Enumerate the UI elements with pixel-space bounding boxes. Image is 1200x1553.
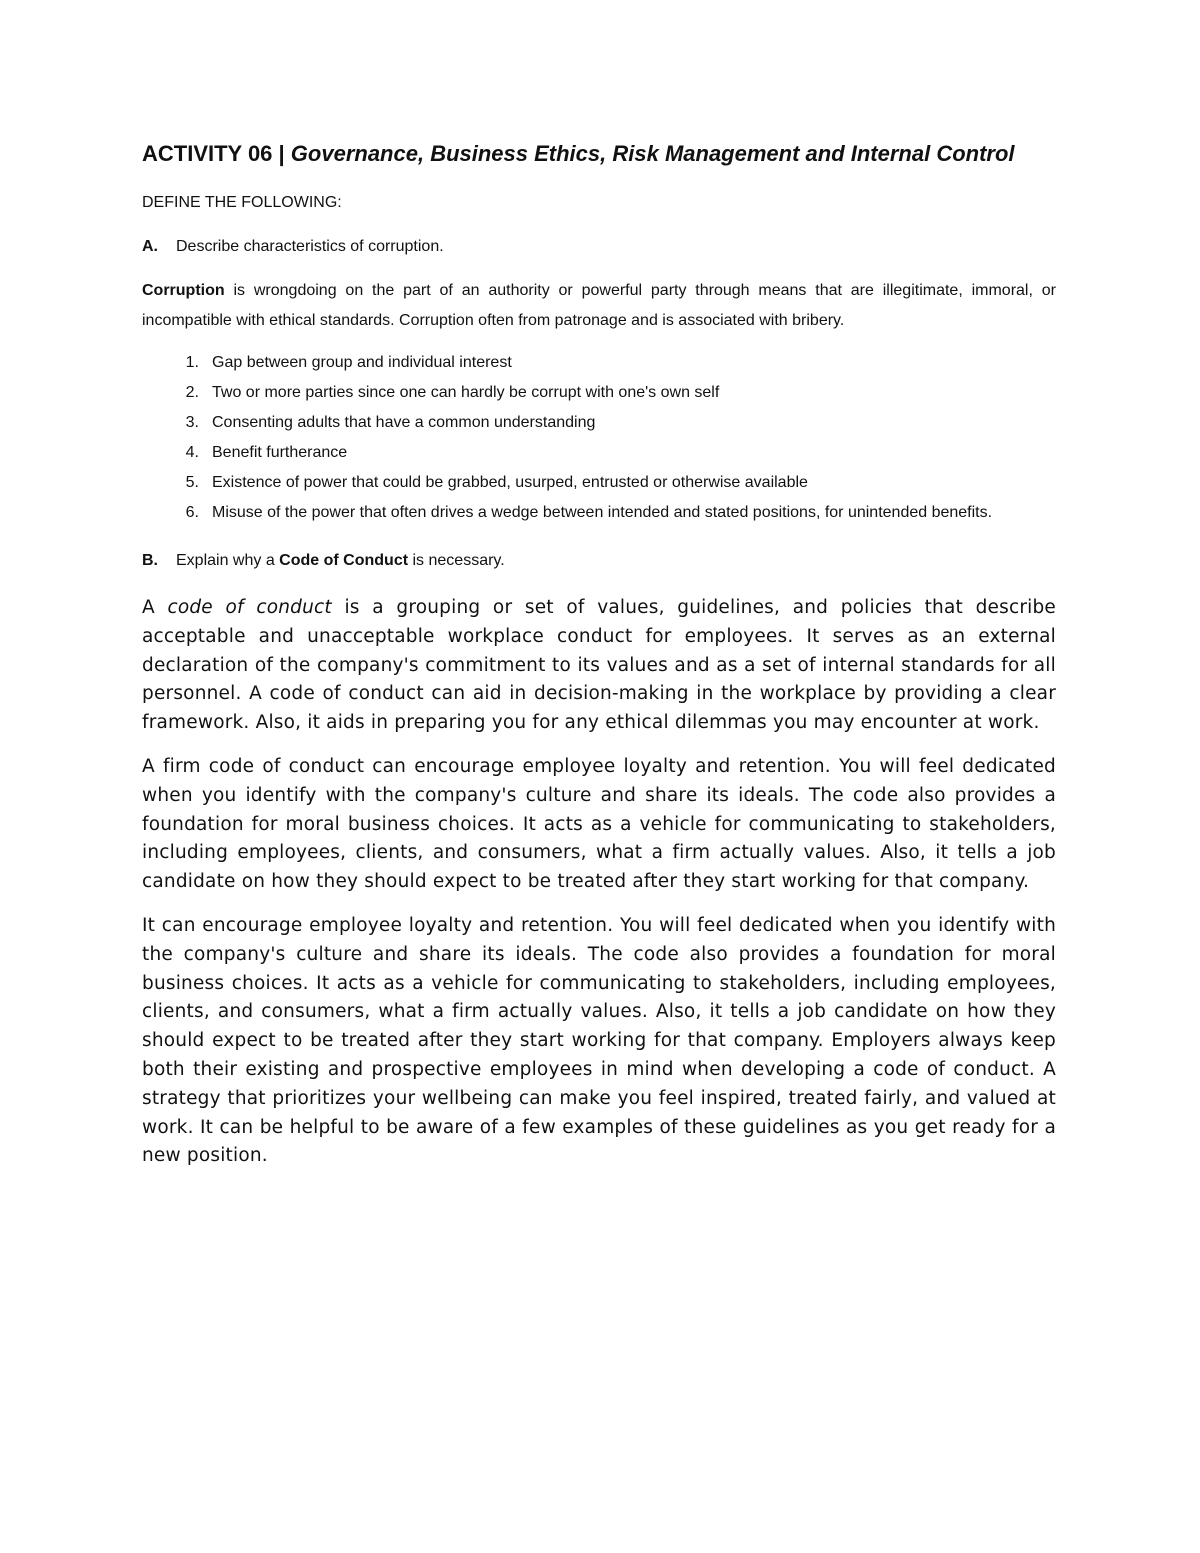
section-b-heading <box>142 546 1056 576</box>
section-b-letter: B. <box>142 552 158 569</box>
code-of-conduct-paragraph-1 <box>142 594 1056 738</box>
define-heading: DEFINE THE FOLLOWING: <box>142 194 342 211</box>
list-item-text: Consenting adults that have a common understanding <box>212 414 596 431</box>
list-item-text: Benefit furtherance <box>212 444 348 461</box>
list-item-number: 6. <box>185 504 199 521</box>
list-item <box>142 348 1056 378</box>
list-item-number: 4. <box>185 444 199 461</box>
list-item-text: Existence of power that could be grabbed, usurped, entrusted or otherwise available <box>212 474 808 491</box>
section-b-label-bold: Code of Conduct <box>279 552 409 569</box>
para1-start: A <box>142 597 168 618</box>
para1-rest: is a grouping or set of values, guidelines, and policies that describe acceptable and unacceptable workplace conduct for employees. It serves as an external declaration of the company's commitment to its values and as a set of internal standards for all personnel. A code of conduct can aid in decision-making in the workplace by providing a clear framework. Also, it aids in preparing you for any ethical dilemmas you may encounter at work. <box>142 597 1056 734</box>
section-b-label <box>176 546 505 576</box>
definition-term: Corruption <box>142 282 225 299</box>
document-page <box>142 128 1056 1186</box>
code-of-conduct-paragraph-2: A firm code of conduct can encourage employee loyalty and retention. You will feel dedicated when you identify with the company's culture and share its ideals. The code also provides a foundation for moral business choices. It acts as a vehicle for communicating to stakeholders, including employees, clients, and consumers, what a firm actually values. Also, it tells a job candidate on how they should expect to be treated after they start working for that company. <box>142 755 1056 893</box>
document-title <box>142 128 1056 180</box>
list-item <box>142 378 1056 408</box>
definition-text: is wrongdoing on the part of an authority or powerful party through means that are illegitimate, immoral, or incompatible with ethical standards. Corruption often from patronage and is associated with bribery. <box>142 282 1056 329</box>
list-item-text: Misuse of the power that often drives a wedge between intended and stated positions, for unintended benefits. <box>212 504 993 521</box>
title-prefix: ACTIVITY 06 | <box>142 141 291 166</box>
list-item-number: 5. <box>185 474 199 491</box>
list-item <box>142 408 1056 438</box>
section-a-letter: A. <box>142 238 158 255</box>
section-b-label-pre: Explain why a <box>176 552 280 569</box>
title-subtitle: Governance, Business Ethics, Risk Management and Internal Control <box>290 141 1015 166</box>
list-item-text: Gap between group and individual interest <box>212 354 512 371</box>
list-item <box>142 438 1056 468</box>
list-item <box>142 468 1056 498</box>
list-item-number: 2. <box>185 384 199 401</box>
list-item-text: Two or more parties since one can hardly be corrupt with one's own self <box>212 384 720 401</box>
list-item-number: 1. <box>185 354 199 371</box>
characteristics-list <box>142 348 1056 528</box>
section-b-label-post: is necessary. <box>408 552 505 569</box>
section-a-label: Describe characteristics of corruption. <box>176 238 444 255</box>
code-of-conduct-paragraph-3: It can encourage employee loyalty and retention. You will feel dedicated when you identify with the company's culture and share its ideals. The code also provides a foundation for moral business choices. It acts as a vehicle for communicating to stakeholders, including employees, clients, and consumers, what a firm actually values. Also, it tells a job candidate on how they should expect to be treated after they start working for that company. Employers always keep both their existing and prospective employees in mind when developing a code of conduct. A strategy that prioritizes your wellbeing can make you feel inspired, treated fairly, and valued at work. It can be helpful to be aware of a few examples of these guidelines as you get ready for a new position. <box>142 914 1056 1167</box>
list-item-number: 3. <box>185 414 199 431</box>
corruption-definition <box>142 276 1056 336</box>
list-item <box>142 498 1056 528</box>
section-a-heading <box>142 232 1056 262</box>
para1-italic-term: code of conduct <box>167 597 332 618</box>
